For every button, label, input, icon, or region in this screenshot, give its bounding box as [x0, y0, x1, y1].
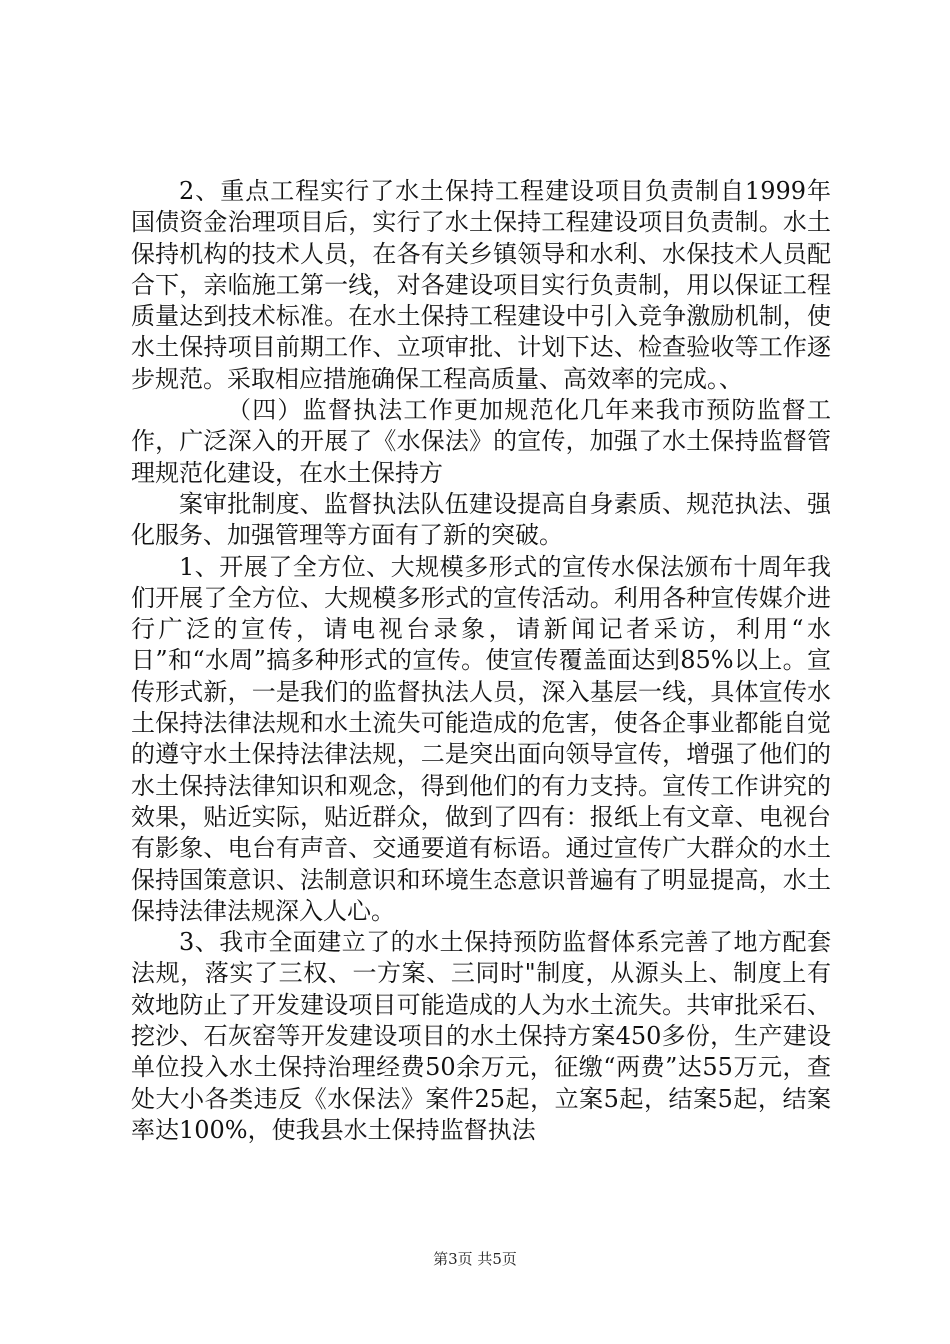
- page-footer: 第3页 共5页: [433, 1250, 517, 1268]
- paragraph-supervision-heading: （四）监督执法工作更加规范化几年来我市预防监督工作，广泛深入的开展了《水保法》的宣传，加强了水土保持监督管理规范化建设，在水土保持方: [131, 396, 831, 487]
- paragraph-approval-system: 案审批制度、监督执法队伍建设提高自身素质、规范执法、强化服务、加强管理等方面有了新的突破。: [131, 489, 831, 550]
- document-body: [131, 176, 831, 1146]
- paragraph-key-projects: 2、重点工程实行了水土保持工程建设项目负责制自1999年国债资金治理项目后，实行了水土保持工程建设项目负责制。水土保持机构的技术人员，在各有关乡镇领导和水利、水保技术人员配合下，亲临施工第一线，对各建设项目实行负责制，用以保证工程质量达到技术标准。在水土保持工程建设中引入竞争激励机制，使水土保持项目前期工作、立项审批、计划下达、检查验收等工作逐步规范。采取相应措施确保工程高质量、高效率的完成。、: [131, 177, 831, 393]
- paragraph-prevention-system: 3、我市全面建立了的水土保持预防监督体系完善了地方配套法规，落实了三权、一方案、三同时"制度，从源头上、制度上有效地防止了开发建设项目可能造成的人为水土流失。共审批采石、挖沙、石灰窑等开发建设项目的水土保持方案450多份，生产建设单位投入水土保持治理经费50余万元，征缴“两费”达55万元，查处大小各类违反《水保法》案件25起，立案5起，结案5起，结案率达100%，使我县水土保持监督执法: [131, 928, 831, 1144]
- paragraph-publicity: 1、开展了全方位、大规模多形式的宣传水保法颁布十周年我们开展了全方位、大规模多形式的宣传活动。利用各种宣传媒介进行广泛的宣传，请电视台录象，请新闻记者采访，利用“水日”和“水周”搞多种形式的宣传。使宣传覆盖面达到85%以上。宣传形式新，一是我们的监督执法人员，深入基层一线，具体宣传水土保持法律法规和水土流失可能造成的危害，使各企事业都能自觉的遵守水土保持法律法规，二是突出面向领导宣传，增强了他们的水土保持法律知识和观念，得到他们的有力支持。宣传工作讲究的效果，贴近实际，贴近群众，做到了四有：报纸上有文章、电视台有影象、电台有声音、交通要道有标语。通过宣传广大群众的水土保持国策意识、法制意识和环境生态意识普遍有了明显提高，水土保持法律法规深入人心。: [131, 552, 831, 925]
